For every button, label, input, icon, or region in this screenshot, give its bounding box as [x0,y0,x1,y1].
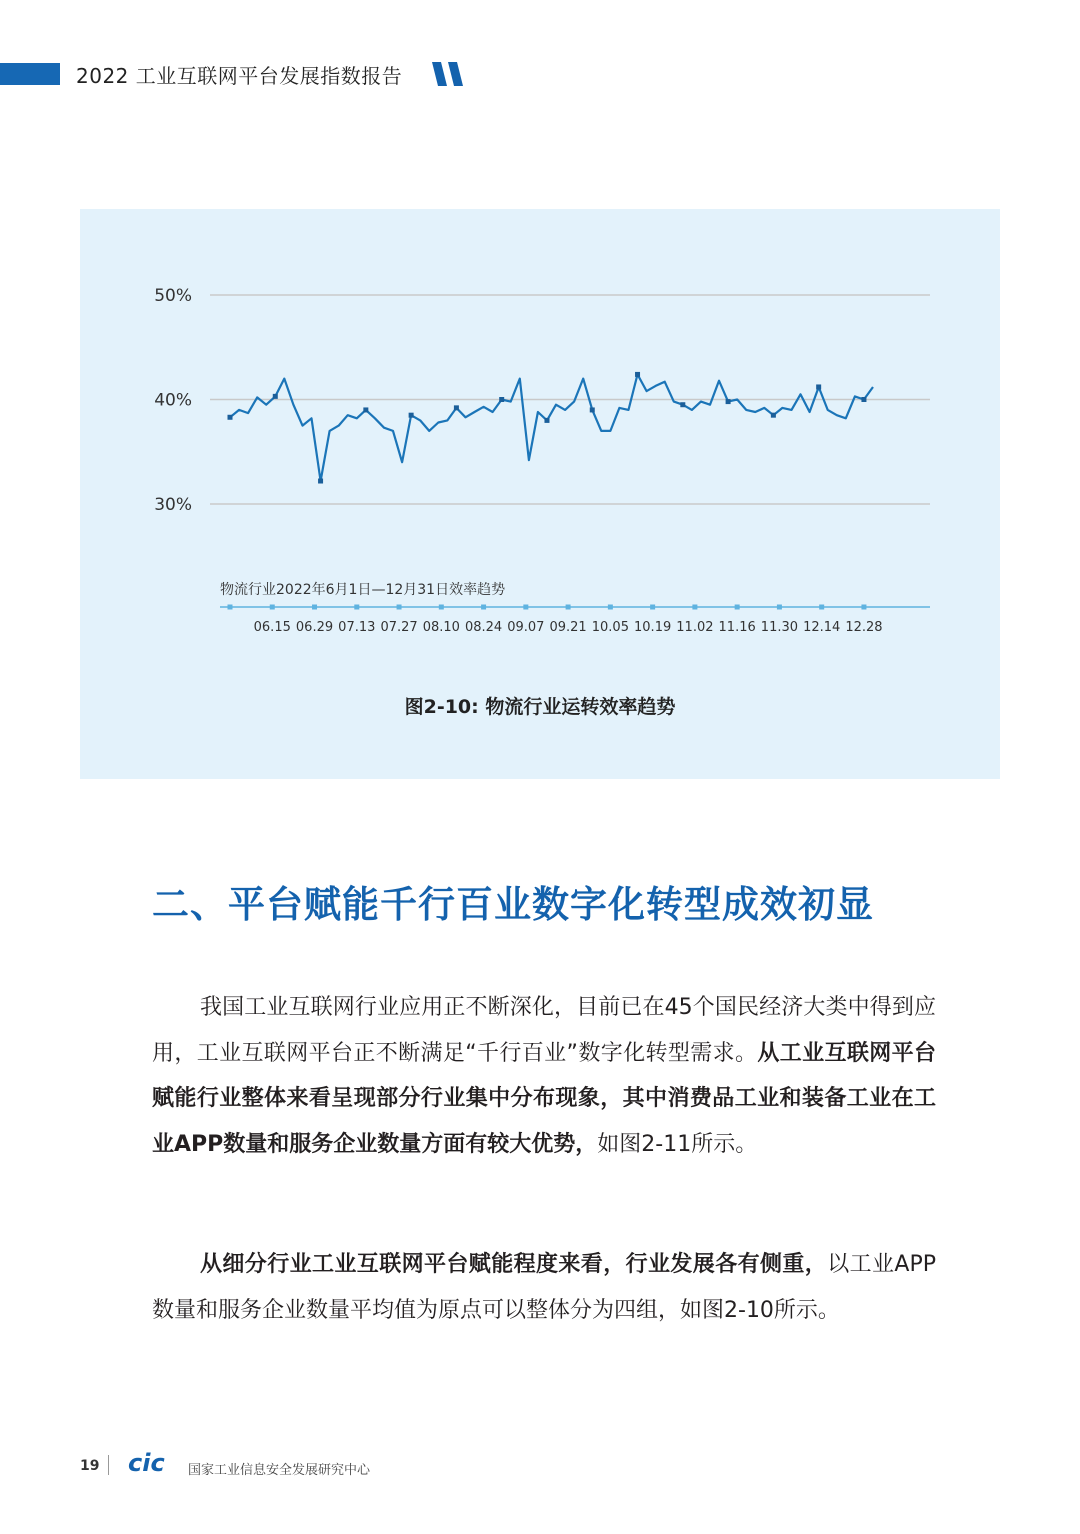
data-point [273,394,278,399]
data-point [454,405,459,410]
x-tick-marker [650,605,655,610]
x-tick-marker [312,605,317,610]
header-title: 2022 工业互联网平台发展指数报告 [76,64,403,88]
data-point [363,407,368,412]
x-tick-label: 09.07 [507,620,545,635]
data-point [680,402,685,407]
chart-title: 物流行业2022年6月1日—12月31日效率趋势 [220,582,506,598]
x-tick-marker [523,605,528,610]
y-tick-label: 30% [154,495,192,515]
x-tick-label: 11.30 [760,620,799,635]
x-tick-label: 06.15 [253,620,291,635]
x-tick-marker [777,605,782,610]
section-title: 二、平台赋能千行百业数字化转型成效初显 [152,883,874,926]
logo-text: cic [128,1451,165,1475]
series-line [230,374,873,481]
data-point [771,413,776,418]
x-tick-marker [228,605,233,610]
x-tick-marker [566,605,571,610]
body-paragraph-2 [152,1242,936,1333]
footer-divider [108,1455,109,1475]
data-point [318,479,323,484]
x-tick-marker [608,605,613,610]
data-point [590,407,595,412]
body-paragraph-1 [152,985,936,1167]
cic-logo-icon [128,1451,180,1475]
header-slash-icon [432,62,468,86]
data-point [228,415,233,420]
page-number: 19 [80,1458,100,1474]
x-tick-marker [439,605,444,610]
x-tick-label: 12.28 [845,620,883,635]
x-tick-marker [354,605,359,610]
data-point [726,399,731,404]
x-tick-label: 07.27 [380,620,418,635]
paragraph-1-text-c: 如图2-11所示。 [597,1131,758,1157]
x-tick-label: 09.21 [549,620,587,635]
paragraph-2-text-b: 以工业APP数量和服务企业数量平均值为原点可以整体分为四组，如图2-10所示。 [152,1252,936,1323]
x-tick-marker [270,605,275,610]
data-point [635,372,640,377]
data-point [816,384,821,389]
x-tick-marker [481,605,486,610]
header-accent-bar [0,63,60,85]
x-tick-marker [735,605,740,610]
line-chart [80,209,1000,679]
x-tick-label: 10.05 [591,620,629,635]
x-tick-label: 08.24 [464,620,503,635]
x-tick-label: 08.10 [422,620,460,635]
paragraph-1-bold-text: 从工业互联网平台赋能行业整体来看呈现部分行业集中分布现象，其中消费品工业和装备工业在工业APP数量和服务企业数量方面有较大优势， [152,1040,936,1157]
x-tick-marker [692,605,697,610]
x-tick-marker [861,605,866,610]
y-tick-label: 50% [154,286,192,306]
x-tick-marker [397,605,402,610]
paragraph-1-text-a: 我国工业互联网行业应用正不断深化，目前已在45个国民经济大类中得到应用，工业互联网平台正不断满足“千行百业”数字化转型需求。 [152,995,936,1066]
x-tick-marker [819,605,824,610]
figure-panel [80,209,1000,779]
x-tick-label: 11.02 [676,620,714,635]
footer-organization: 国家工业信息安全发展研究中心 [188,1463,371,1478]
x-tick-label: 10.19 [634,620,672,635]
x-tick-label: 11.16 [718,620,756,635]
y-tick-label: 40% [154,390,192,411]
data-point [861,397,866,402]
x-tick-label: 06.29 [295,620,334,635]
paragraph-2-bold-text: 从细分行业工业互联网平台赋能程度来看，行业发展各有侧重， [200,1252,828,1277]
x-tick-label: 12.14 [803,620,841,635]
figure-caption: 图2-10: 物流行业运转效率趋势 [404,696,676,718]
data-point [409,413,414,418]
data-point [544,418,549,423]
x-tick-label: 07.13 [338,620,376,635]
data-point [499,397,504,402]
